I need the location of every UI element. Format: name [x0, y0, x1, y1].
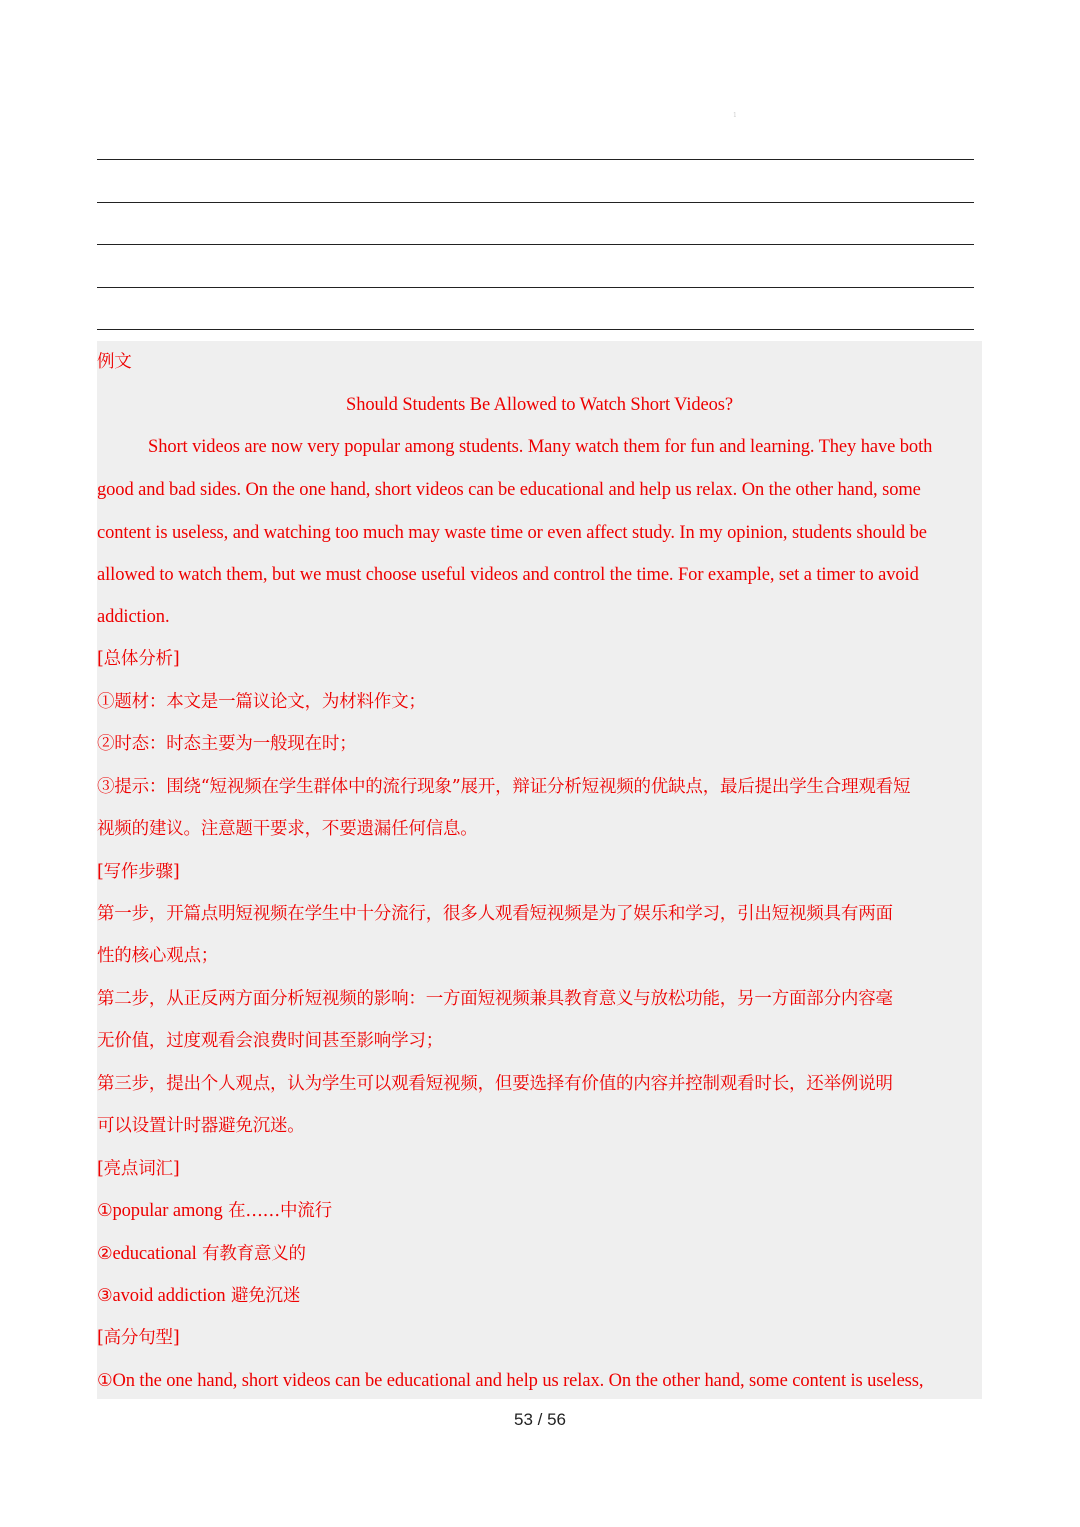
analysis-line-4: 视频的建议。注意题干要求，不要遗漏任何信息。 [97, 819, 478, 839]
essay-line-2: good and bad sides. On the one hand, short videos can be educational and help us relax. On the other hand, some [97, 480, 921, 500]
vocab-english: avoid addiction [112, 1286, 226, 1306]
steps-line-5: 第三步，提出个人观点，认为学生可以观看短视频，但要选择有价值的内容并控制观看时长，还举例说明 [97, 1074, 893, 1094]
analysis-heading: [总体分析] [97, 649, 180, 669]
steps-line-2: 性的核心观点； [97, 946, 219, 966]
vocab-english: educational [112, 1244, 197, 1264]
steps-line-4: 无价值，过度观看会浪费时间甚至影响学习； [97, 1031, 443, 1051]
vocab-marker: ③ [97, 1286, 113, 1306]
analysis-line-1: ①题材：本文是一篇议论文，为材料作文； [97, 692, 426, 712]
steps-line-1: 第一步，开篇点明短视频在学生中十分流行，很多人观看短视频是为了娱乐和学习，引出短视频具有两面 [97, 904, 893, 924]
steps-heading: [写作步骤] [97, 862, 180, 882]
essay-title: Should Students Be Allowed to Watch Short Videos? [346, 395, 733, 415]
sentence-item-1 [97, 1369, 982, 1393]
essay-line-1: Short videos are now very popular among students. Many watch them for fun and learning. They have both [148, 437, 933, 457]
vocab-english: popular among [112, 1201, 223, 1221]
steps-line-6: 可以设置计时器避免沉迷。 [97, 1116, 305, 1136]
answer-line-5 [97, 329, 974, 330]
vocab-heading: [亮点词汇] [97, 1159, 180, 1179]
sentence-text: On the one hand, short videos can be educational and help us relax. On the other hand, some content is useless, [112, 1371, 924, 1391]
answer-line-1 [97, 159, 974, 160]
vocab-chinese: 有教育意义的 [196, 1244, 306, 1264]
essay-line-4: allowed to watch them, but we must choose useful videos and control the time. For example, set a timer to avoid [97, 565, 919, 585]
analysis-line-3: ③提示：围绕“短视频在学生群体中的流行现象”展开，辩证分析短视频的优缺点，最后提出学生合理观看短 [97, 777, 911, 797]
answer-line-2 [97, 202, 974, 203]
vocab-item-3 [97, 1284, 982, 1308]
vocab-chinese: 避免沉迷 [225, 1286, 301, 1306]
sample-essay-heading: 例文 [97, 352, 132, 372]
vocab-marker: ① [97, 1201, 113, 1221]
answer-line-4 [97, 287, 974, 288]
vocab-item-2 [97, 1242, 982, 1266]
vocab-chinese: 在……中流行 [222, 1201, 332, 1221]
sentence-marker: ① [97, 1371, 113, 1391]
steps-line-3: 第二步，从正反两方面分析短视频的影响：一方面短视频兼具教育意义与放松功能，另一方面部分内容毫 [97, 989, 893, 1009]
analysis-line-2: ②时态：时态主要为一般现在时； [97, 734, 357, 754]
vocab-item-1 [97, 1199, 982, 1223]
header-mark: 1 [733, 112, 737, 119]
essay-line-3: content is useless, and watching too much may waste time or even affect study. In my opinion, students should be [97, 523, 927, 543]
essay-line-5: addiction. [97, 607, 170, 627]
vocab-marker: ② [97, 1244, 113, 1264]
page-number: 53 / 56 [514, 1410, 566, 1429]
answer-line-3 [97, 244, 974, 245]
sentences-heading: [高分句型] [97, 1328, 180, 1348]
